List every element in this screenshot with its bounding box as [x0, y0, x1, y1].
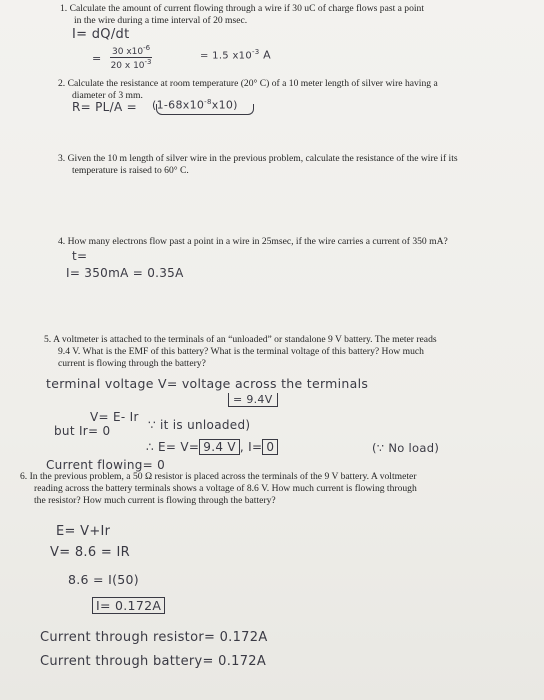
question-2 — [58, 78, 528, 102]
q2-underline — [156, 104, 254, 115]
q6-resistor: Current through resistor= 0.172A — [40, 630, 268, 645]
q1-den-exp: -3 — [144, 58, 152, 66]
q1-result — [200, 48, 271, 61]
q6-line2: reading across the battery terminals shows a voltage of 8.6 V. How much current is flowing through — [34, 483, 417, 494]
q5-v-eq: V= E- Ir — [90, 410, 139, 424]
q1-eq: = — [92, 52, 102, 65]
q4-line1: 4. How many electrons flow past a point in a wire in 25msec, if the wire carries a current of 350 mA? — [58, 236, 448, 247]
q5-line2: 9.4 V. What is the EMF of this battery? What is the terminal voltage of this battery? How much — [58, 346, 424, 357]
q5-noload: (∵ No load) — [372, 441, 440, 455]
q3-line1: 3. Given the 10 m length of silver wire in the previous problem, calculate the resistance of the wire if its — [58, 153, 458, 164]
q4-current: I= 350mA = 0.35A — [66, 266, 184, 280]
q5-but: but Ir= 0 — [54, 424, 111, 438]
q3-line2: temperature is raised to 60° C. — [72, 165, 189, 176]
q4-t: t= — [72, 249, 88, 263]
q2-answer: R= PL/A = — [72, 100, 137, 114]
q2-paren-end: x10) — [211, 98, 238, 112]
q1-fraction — [110, 44, 152, 71]
q2-line1: 2. Calculate the resistance at room temperature (20° C) of a 10 meter length of silver wire having a — [58, 78, 438, 89]
q1-line2: in the wire during a time interval of 20 msec. — [74, 15, 248, 26]
q1-line1: 1. Calculate the amount of current flowing through a wire if 30 uC of charge flows past a point — [60, 3, 425, 14]
q6-line1: 6. In the previous problem, a 50 Ω resistor is placed across the terminals of the 9 V battery. A voltmeter — [20, 471, 417, 482]
q1-num: 30 x10 — [112, 47, 144, 57]
q1-result-exp: -3 — [251, 48, 260, 56]
q5-current-box: 0 — [262, 439, 278, 455]
q6-line3: the resistor? How much current is flowing through the battery? — [34, 495, 276, 506]
q2-paren-exp: -8 — [204, 98, 212, 106]
q1-den: 20 x 10 — [110, 61, 145, 71]
q5-line1: 5. A voltmeter is attached to the terminals of an “unloaded” or standalone 9 V battery. The meter reads — [44, 334, 437, 345]
q5-unloaded: ∵ it is unloaded) — [148, 418, 251, 432]
q1-result-value: = 1.5 x10 — [200, 50, 252, 62]
q1-result-unit: A — [263, 48, 271, 62]
q6-answer-box: I= 0.172A — [92, 597, 165, 614]
q6-solve: 8.6 = I(50) — [68, 572, 139, 587]
q6-v: V= 8.6 = IR — [50, 545, 130, 560]
question-6 — [20, 471, 532, 507]
question-4 — [58, 236, 528, 248]
q2-line2: diameter of 3 mm. — [72, 90, 143, 101]
q5-line-terminal: terminal voltage V= voltage across the terminals — [46, 376, 369, 391]
q6-emf: E= V+Ir — [56, 524, 111, 539]
question-3 — [58, 153, 528, 177]
q5-emf-box: 9.4 V — [199, 439, 240, 455]
q5-box-terminal: = 9.4V — [228, 393, 278, 407]
q5-line3: current is flowing through the battery? — [58, 358, 206, 369]
q1-num-exp: -6 — [143, 44, 151, 52]
q5-emf-line — [146, 440, 278, 454]
question-5 — [44, 334, 530, 370]
q5-current-label: , I= — [239, 440, 263, 454]
q1-formula: I= dQ/dt — [72, 27, 130, 42]
q5-current-flowing: Current flowing= 0 — [46, 458, 166, 472]
question-1 — [60, 3, 530, 27]
q6-battery: Current through battery= 0.172A — [40, 654, 267, 669]
q2-paren-value: (1-68x10 — [152, 98, 205, 112]
q5-emf-label: ∴ E= V= — [146, 440, 200, 454]
